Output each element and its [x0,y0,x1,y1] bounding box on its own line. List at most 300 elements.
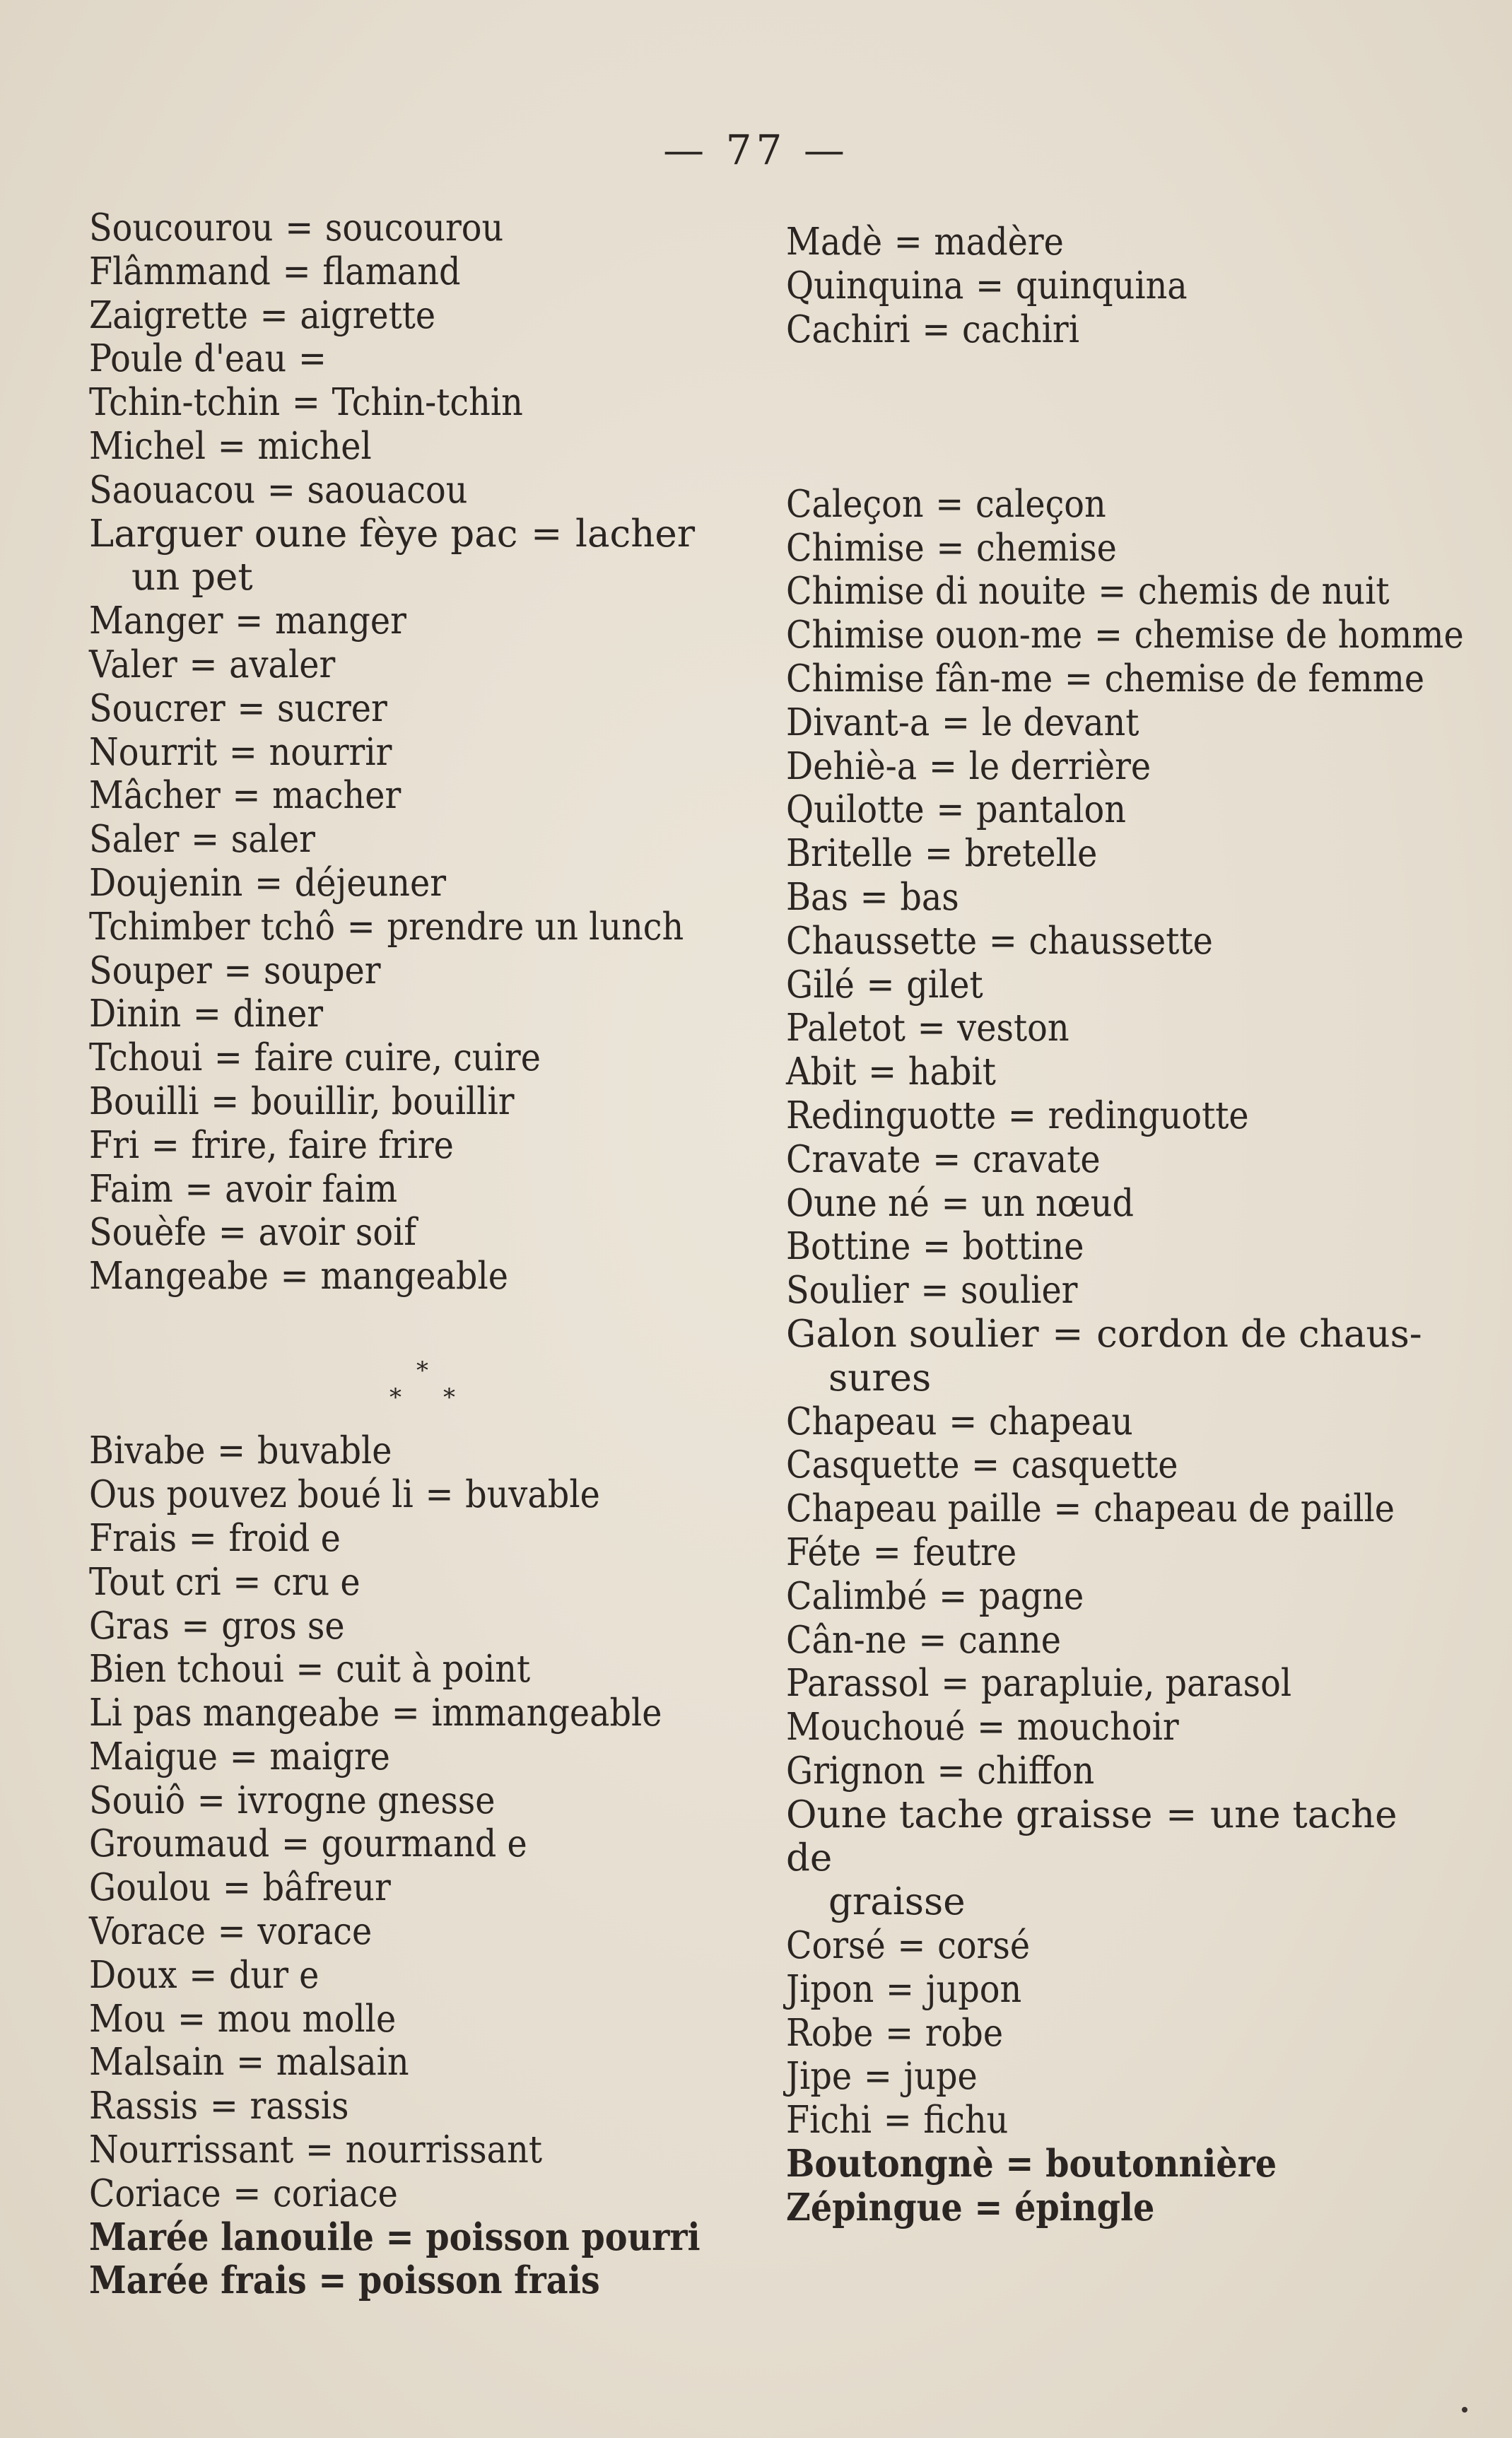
entry-equals: = [928,744,957,788]
entry-gloss: parapluie, parasol [980,1662,1292,1706]
entry-term: Marée frais [89,2258,307,2303]
entry-equals: = [939,1574,968,1618]
entry-equals: = [922,307,951,351]
entry-gloss: robe [925,2011,1004,2055]
right-group-one [786,221,1451,351]
entry-equals: = [425,1473,454,1517]
dictionary-entry [786,1706,1384,1750]
entry-gloss: ivrogne gnesse [237,1778,496,1822]
entry-gloss: poisson frais [358,2258,600,2303]
entry-term: Bien tchoui [89,1648,284,1692]
dictionary-entry [89,1124,700,1168]
dictionary-entry [786,2012,1384,2056]
entry-equals: = [211,1079,240,1123]
entry-term: Doujenin [89,861,243,905]
entry-equals: = [184,1167,213,1211]
entry-equals: = [209,2085,238,2128]
entry-equals: = [235,599,264,643]
dictionary-entry [89,906,700,949]
dictionary-entry [89,206,700,250]
entry-equals: = [188,1516,217,1560]
entry-equals: = [922,1225,951,1269]
entry-equals: = [285,206,314,250]
left-column [89,206,768,2303]
entry-term: Bouilli [89,1079,199,1123]
entry-equals: = [295,1648,324,1692]
dictionary-entry [786,264,1384,308]
entry-equals: = [1098,570,1127,614]
dictionary-entry [89,425,700,469]
dictionary-entry [89,731,700,775]
entry-equals: = [298,337,327,381]
entry-term: Chimise ouon-me [786,614,1083,657]
dictionary-entry [89,1605,700,1648]
entry-gloss: immangeable [431,1692,662,1735]
entry-term: Bottine [786,1225,911,1269]
entry-equals: = [860,875,889,919]
ornament-star: * [443,1383,455,1412]
entry-gloss: gilet [906,963,983,1007]
ornament-star: * [416,1356,428,1385]
entry-gloss: le devant [981,701,1139,744]
entry-term: Flâmmand [89,250,271,293]
entry-equals: = [975,264,1004,307]
entry-gloss: maigre [269,1735,390,1778]
entry-term: Madè [786,221,883,264]
dictionary-entry [89,2085,700,2128]
entry-equals: = [936,526,965,570]
dictionary-entry [89,818,700,862]
entry-gloss: cuit à point [336,1648,531,1692]
entry-gloss: dur e [228,1953,320,1997]
blank-line [89,1299,768,1342]
right-group-two [786,482,1464,2230]
entry-equals: = [232,774,261,818]
entry-gloss: chiffon [977,1749,1095,1793]
entry-term: Tchimber tchô [89,905,336,949]
entry-equals: = [937,1749,966,1793]
dictionary-entry [89,250,700,294]
entry-gloss: fichu [923,2099,1009,2143]
entry-term: Paletot [786,1007,906,1050]
entry-gloss: veston [957,1007,1069,1050]
entry-term: Michel [89,424,206,468]
entry-term: Dehiè-a [786,744,918,788]
entry-equals: = [318,2258,347,2303]
entry-gloss: cru e [273,1560,361,1604]
page-number: — 77 — [663,126,849,174]
dictionary-entry [89,294,700,338]
dictionary-entry [786,788,1384,832]
entry-equals: = [189,643,218,686]
entry-equals: = [222,1866,251,1910]
dictionary-entry [89,1692,700,1735]
entry-equals: = [885,2011,914,2055]
entry-gloss: nourrir [269,730,392,774]
dictionary-entry [786,1531,1384,1575]
entry-gloss: épingle [1014,2185,1155,2229]
entry-equals: = [918,1618,947,1662]
entry-term: Maigue [89,1735,218,1778]
entry-gloss: avoir faim [225,1167,398,1211]
entry-gloss: madère [934,221,1064,264]
entry-gloss: faire cuire, cuire [254,1036,541,1080]
entry-term: Galon soulier [786,1312,1039,1356]
entry-term: Chaussette [786,919,978,963]
entry-gloss: bas [900,875,959,919]
entry-term: Malsain [89,2041,225,2085]
entry-equals: = [213,1036,242,1080]
left-group-one [89,206,768,1299]
entry-term: Jipe [786,2055,852,2099]
dictionary-entry [89,2259,700,2303]
entry-term: Boutongnè [786,2142,994,2186]
entry-gloss: caleçon [975,482,1106,526]
entry-equals: = [863,2055,892,2099]
entry-term: Grignon [786,1749,925,1793]
entry-term: Gras [89,1604,170,1648]
dictionary-entry [89,2216,700,2260]
entry-gloss: casquette [1011,1443,1178,1487]
dictionary-entry [786,221,1384,264]
entry-equals: = [1053,1487,1082,1531]
dictionary-entry [89,1648,700,1692]
dictionary-entry [786,745,1384,789]
dictionary-entry [786,308,1384,352]
entry-term: Bivabe [89,1429,206,1473]
dictionary-entry [89,687,700,731]
entry-equals: = [941,1181,970,1225]
dictionary-entry [89,337,700,381]
entry-equals: = [977,1706,1006,1750]
entry-equals: = [177,1997,206,2041]
dictionary-entry [89,1735,700,1779]
dictionary-entry [786,1050,1384,1094]
entry-term: Chimise di nouite [786,570,1086,614]
entry-term: Groumaud [89,1822,270,1866]
entry-gloss: saouacou [307,468,468,512]
entry-gloss: cachiri [962,307,1079,351]
entry-term: Gilé [786,963,855,1007]
entry-gloss: bouillir, bouillir [250,1079,515,1123]
entry-term: Frais [89,1516,177,1560]
entry-term: Soucrer [89,686,225,730]
dictionary-entry [786,2186,1384,2230]
entry-equals: = [917,1007,946,1050]
paper-speck [1462,2407,1467,2413]
entry-equals: = [883,2099,912,2143]
entry-equals: = [282,250,311,293]
entry-gloss: le derrière [968,744,1151,788]
dictionary-entry [89,862,700,906]
entry-gloss: canne [959,1618,1061,1662]
entry-term: Oune tache graisse [786,1793,1153,1836]
dictionary-entry [89,2128,700,2172]
entry-term: Bas [786,875,848,919]
blank-line [786,351,1451,395]
entry-gloss: sucrer [277,686,387,730]
entry-term: Cravate [786,1137,921,1181]
entry-gloss: jupon [925,1967,1022,2011]
entry-equals: = [197,1778,225,1822]
entry-gloss: flamand [322,250,461,293]
dictionary-entry [786,1487,1395,1531]
entry-term: Calimbé [786,1574,927,1618]
entry-term: Manger [89,599,223,643]
entry-gloss: chapeau de paille [1094,1487,1395,1531]
entry-term: Faim [89,1167,173,1211]
entry-gloss: buvable [257,1429,392,1473]
entry-gloss: lacher [575,512,696,556]
entry-term: Mouchoué [786,1706,966,1750]
entry-equals: = [229,1735,258,1778]
entry-gloss: pantalon [975,788,1126,832]
dictionary-entry [89,1473,700,1517]
entry-term: Divant-a [786,701,930,744]
entry-term: Cân-ne [786,1618,907,1662]
dictionary-entry [89,1866,700,1910]
entry-gloss: froid e [228,1516,341,1560]
entry-term: Mou [89,1997,166,2041]
entry-term: Doux [89,1953,177,1997]
dictionary-entry [89,1036,700,1080]
entry-term: Coriace [89,2172,221,2215]
entry-gloss: frire, faire frire [191,1123,454,1167]
entry-gloss: chapeau [988,1400,1133,1443]
dictionary-entry [89,1080,700,1124]
entry-gloss: une tache de [786,1793,1397,1880]
entry-equals: = [217,1910,246,1954]
entry-term: Dinin [89,992,182,1036]
entry-equals: = [151,1123,180,1167]
dictionary-entry [786,657,1425,701]
entry-gloss: cravate [972,1137,1101,1181]
entry-term: Casquette [786,1443,960,1487]
entry-equals: = [233,1560,262,1604]
entry-equals: = [385,2215,414,2259]
entry-equals: = [886,1967,915,2011]
entry-gloss: rassis [250,2085,349,2128]
entry-equals: = [893,221,922,264]
entry-term: Poule d'eau [89,337,287,381]
dictionary-entry [786,1793,1451,1924]
entry-equals: = [223,949,252,992]
dictionary-entry [89,512,768,600]
entry-gloss: gourmand e [321,1822,527,1866]
dictionary-entry [786,1750,1384,1793]
entry-gloss: michel [257,424,372,468]
entry-term: Zaigrette [89,293,248,337]
entry-term: Caleçon [786,482,924,526]
entry-gloss: saler [230,818,315,862]
entry-equals: = [1007,1094,1036,1137]
entry-term: Valer [89,643,177,686]
dictionary-entry [89,1211,700,1255]
dictionary-entry [89,2041,700,2085]
entry-equals: = [936,788,965,832]
entry-gloss: déjeuner [294,861,447,905]
entry-gloss: corsé [937,1924,1031,1968]
entry-gloss: aigrette [300,293,436,337]
entry-term: Abit [786,1050,857,1094]
entry-term: Saler [89,818,180,862]
entry-equals: = [217,424,246,468]
entry-gloss: chemis de nuit [1137,570,1390,614]
entry-term: Tout cri [89,1560,221,1604]
entry-equals: = [254,861,283,905]
entry-equals: = [218,1211,247,1255]
dictionary-entry [786,832,1384,876]
entry-term: Cachiri [786,307,910,351]
entry-term: Chapeau paille [786,1487,1042,1531]
dictionary-entry [89,1822,700,1866]
entry-gloss: nourrissant [345,2128,542,2172]
dictionary-entry [786,1443,1384,1487]
entry-equals: = [192,992,221,1036]
entry-term: Tchin-tchin [89,381,281,425]
entry-gloss: soulier [961,1269,1078,1313]
dictionary-entry [89,1954,700,1998]
entry-equals: = [266,468,295,512]
right-column [786,221,1464,2230]
dictionary-entry [89,1998,700,2041]
entry-gloss: redinguotte [1048,1094,1249,1137]
dictionary-entry [89,774,700,818]
entry-term: Soulier [786,1269,909,1313]
entry-equals: = [949,1400,978,1443]
entry-term: Fichi [786,2099,872,2143]
dictionary-entry [89,643,700,687]
entry-gloss: souper [264,949,381,992]
entry-gloss: malsain [276,2041,409,2085]
entry-gloss: bâfreur [262,1866,391,1910]
entry-gloss: mangeable [320,1255,508,1299]
dictionary-entry [786,1662,1384,1706]
entry-term: Quilotte [786,788,925,832]
dictionary-entry [786,1619,1384,1663]
entry-equals: = [191,818,220,862]
entry-continuation: un pet [131,556,253,599]
dictionary-entry [89,381,700,425]
entry-equals: = [1052,1312,1084,1356]
entry-term: Larguer oune fèye pac [89,512,518,556]
entry-gloss: Tchin-tchin [332,381,523,425]
entry-term: Féte [786,1530,862,1574]
entry-equals: = [920,1269,949,1313]
dictionary-entry [786,963,1384,1007]
entry-gloss: soucourou [324,206,504,250]
entry-equals: = [259,293,288,337]
entry-equals: = [942,701,971,744]
entry-gloss: bottine [962,1225,1084,1269]
entry-equals: = [924,832,953,876]
dictionary-entry [786,1182,1384,1226]
entry-equals: = [281,1822,310,1866]
entry-equals: = [233,2172,262,2215]
entry-term: Tchoui [89,1036,203,1080]
entry-term: Mâcher [89,774,221,818]
entry-equals: = [872,1530,901,1574]
ornament-stars [89,1342,768,1430]
entry-equals: = [1005,2142,1034,2186]
dictionary-entry [786,483,1384,527]
entry-term: Oune né [786,1181,930,1225]
entry-term: Goulou [89,1866,211,1910]
dictionary-entry [89,1168,700,1212]
dictionary-entry [89,1255,700,1299]
dictionary-entry [786,1575,1384,1619]
entry-gloss: avaler [229,643,336,686]
dictionary-entry [786,2055,1384,2099]
dictionary-entry [89,949,700,993]
ornament-star: * [389,1383,402,1412]
entry-gloss: gros se [221,1604,345,1648]
entry-equals: = [531,512,563,556]
entry-term: Chimise [786,526,925,570]
entry-gloss: quinquina [1015,264,1188,307]
entry-equals: = [988,919,1017,963]
blank-line [786,439,1451,483]
entry-term: Li pas mangeabe [89,1692,380,1735]
blank-line [786,395,1451,439]
entry-equals: = [280,1255,309,1299]
dictionary-entry [786,1968,1384,2012]
entry-term: Souèfe [89,1211,207,1255]
entry-equals: = [291,381,320,425]
entry-term: Ous pouvez boué li [89,1473,414,1517]
dictionary-entry [89,2172,700,2216]
dictionary-entry [89,1779,700,1823]
entry-term: Mangeabe [89,1255,269,1299]
entry-term: Corsé [786,1924,886,1968]
dictionary-entry [786,2099,1384,2143]
entry-gloss: chaussette [1028,919,1213,963]
entry-continuation: sures [828,1356,932,1400]
entry-gloss: vorace [257,1910,373,1954]
entry-term: Nourrit [89,730,218,774]
entry-term: Nourrissant [89,2128,294,2172]
dictionary-entry [786,1313,1451,1400]
entry-equals: = [305,2128,334,2172]
entry-equals: = [181,1604,210,1648]
entry-term: Quinquina [786,264,964,307]
dictionary-entry [786,920,1384,963]
dictionary-entry [786,1225,1384,1269]
entry-equals: = [941,1662,970,1706]
dictionary-entry [786,1094,1384,1138]
entry-term: Souper [89,949,212,992]
dictionary-entry [786,2143,1384,2186]
dictionary-entry [786,876,1384,920]
entry-term: Vorace [89,1910,206,1954]
entry-gloss: coriace [273,2172,398,2215]
entry-term: Jipon [786,1967,874,2011]
dictionary-entry [89,599,700,643]
entry-equals: = [1094,614,1123,657]
entry-gloss: buvable [465,1473,600,1517]
entry-equals: = [217,1429,246,1473]
entry-continuation: graisse [828,1880,966,1924]
entry-equals: = [346,905,375,949]
entry-term: Souiô [89,1778,186,1822]
dictionary-entry [89,469,700,512]
entry-gloss: bretelle [964,832,1098,876]
entry-term: Robe [786,2011,874,2055]
entry-gloss: mouchoir [1016,1706,1179,1750]
entry-gloss: chemise de homme [1134,614,1464,657]
dictionary-entry [786,1924,1384,1968]
dictionary-entry [786,614,1464,657]
